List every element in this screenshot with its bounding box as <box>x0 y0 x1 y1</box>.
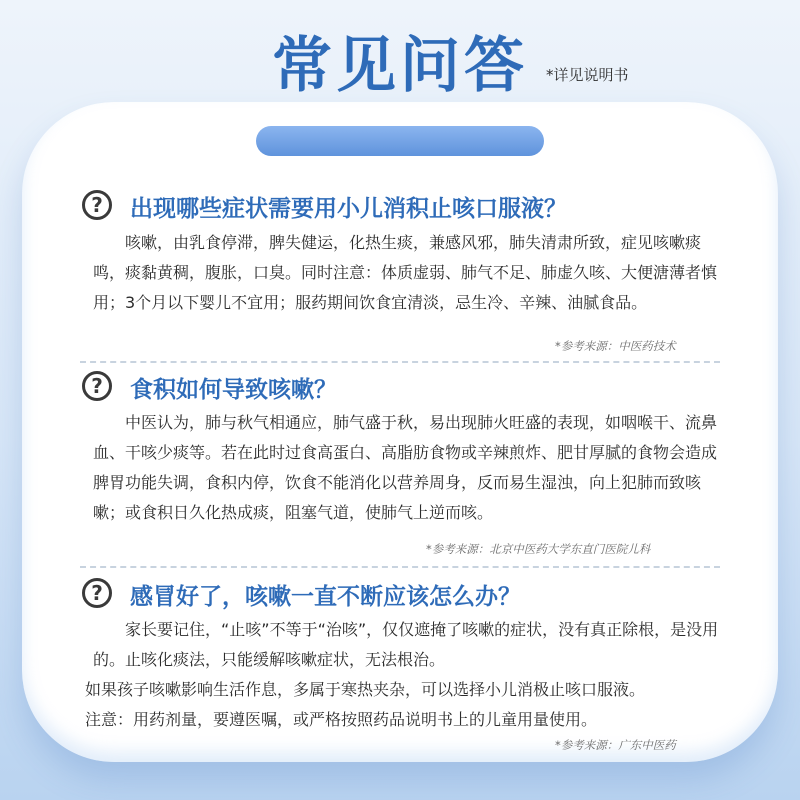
answer-paragraph: 中医认为，肺与秋气相通应，肺气盛于秋，易出现肺火旺盛的表现，如咽喉干、流鼻血、干咳少痰等。若在此时过食高蛋白、高脂肪食物或辛辣煎炸、肥甘厚腻的食物会造成脾胃功能失调，食积内停，饮食不能消化以营养周身，反而易生湿浊，向上犯肺而致咳嗽；或食积日久化热成痰，阻塞气道，使肺气上逆而咳。 <box>93 413 718 522</box>
answer-paragraph: 注意：用药剂量，要遵医嘱，或严格按照药品说明书上的儿童用量使用。 <box>85 710 598 729</box>
question-title-2: 食积如何导致咳嗽？ <box>130 377 337 403</box>
answer-text-1 <box>93 228 720 318</box>
answer-text-2 <box>93 408 720 528</box>
question-circle-icon: ? <box>82 371 112 401</box>
source-note-2: *参考来源：北京中医药大学东直门医院儿科 <box>426 542 651 556</box>
question-title-3: 感冒好了，咳嗽一直不断应该怎么办？ <box>130 584 521 610</box>
question-circle-icon: ? <box>82 578 112 608</box>
manual-note: *详见说明书 <box>546 66 629 84</box>
answer-paragraph: 咳嗽，由乳食停滞，脾失健运，化热生痰，兼感风邪，肺失清肃所致，症见咳嗽痰鸣，痰黏黄稠，腹胀，口臭。同时注意：体质虚弱、肺气不足、肺虚久咳、大便溏薄者慎用；3个月以下婴儿不宜用；服药期间饮食宜清淡，忌生冷、辛辣、油腻食品。 <box>93 233 718 312</box>
divider <box>80 566 720 568</box>
card-top-bar <box>256 126 544 156</box>
source-note-1: *参考来源：中医药技术 <box>555 339 676 353</box>
source-note-3: *参考来源：广东中医药 <box>555 738 676 752</box>
question-circle-icon: ? <box>82 190 112 220</box>
page-title: 常见问答 <box>272 31 528 101</box>
answer-paragraph: 家长要记住，“止咳”不等于“治咳”，仅仅遮掩了咳嗽的症状，没有真正除根，是没用的。止咳化痰法，只能缓解咳嗽症状，无法根治。 <box>93 620 719 669</box>
answer-paragraph: 如果孩子咳嗽影响生活作息，多属于寒热夹杂，可以选择小儿消极止咳口服液。 <box>85 680 646 699</box>
answer-text-3 <box>85 615 720 735</box>
divider <box>80 361 720 363</box>
question-title-1: 出现哪些症状需要用小儿消积止咳口服液？ <box>130 196 567 222</box>
